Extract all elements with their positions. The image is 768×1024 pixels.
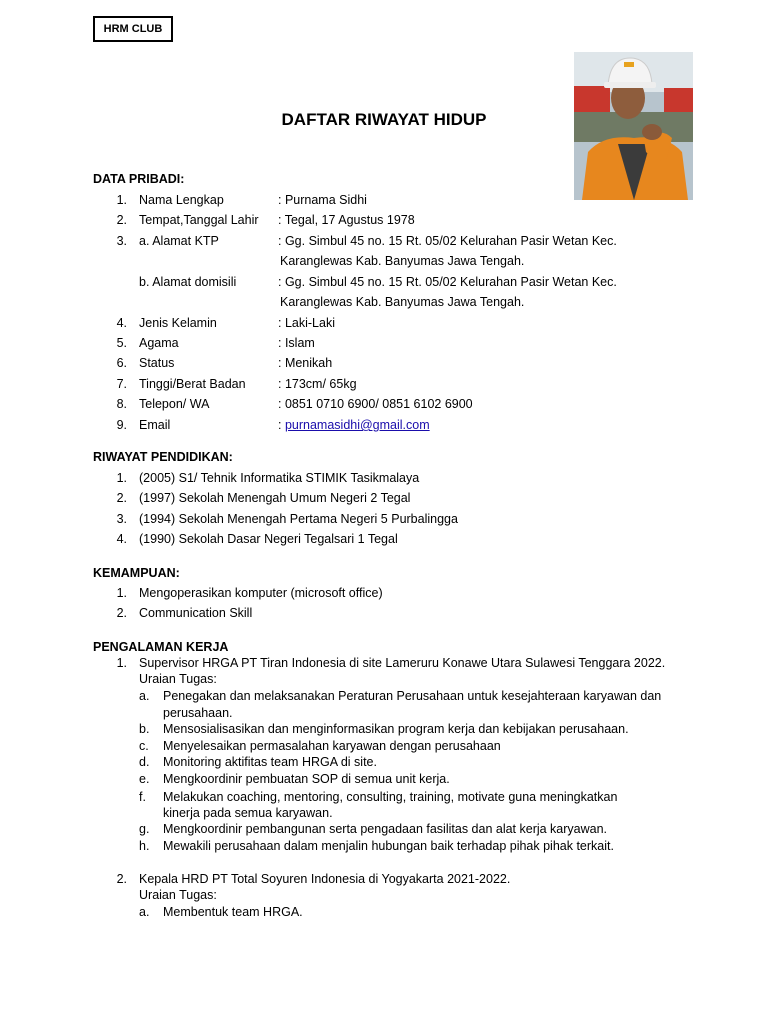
page-title: DAFTAR RIWAYAT HIDUP — [281, 110, 487, 129]
list-item: Communication Skill — [139, 606, 253, 620]
task-text: Penegakan dan melaksanakan Peraturan Perusahaan untuk kesejahteraan karyawan dan — [163, 689, 662, 703]
hrm-club-badge: HRM CLUB — [93, 16, 173, 42]
field-label: Tinggi/Berat Badan — [139, 377, 246, 391]
list-item: (1990) Sekolah Dasar Negeri Tegalsari 1 Tegal — [139, 532, 398, 546]
uraian-label: Uraian Tugas: — [139, 888, 217, 902]
task-text: Membentuk team HRGA. — [163, 905, 303, 919]
pengalaman-heading: PENGALAMAN KERJA — [93, 640, 229, 654]
job-title: Supervisor HRGA PT Tiran Indonesia di site Lameruru Konawe Utara Sulawesi Tenggara 2022. — [139, 656, 666, 670]
field-value: : 0851 0710 6900/ 0851 6102 6900 — [278, 397, 473, 411]
email-link[interactable]: purnamasidhi@gmail.com — [284, 418, 430, 432]
job-title: Kepala HRD PT Total Soyuren Indonesia di Yogyakarta 2021-2022. — [139, 872, 511, 886]
field-label: Tempat,Tanggal Lahir — [139, 213, 259, 227]
list-number: 5. — [116, 336, 127, 350]
uraian-label: Uraian Tugas: — [139, 672, 217, 686]
list-number: 1. — [116, 586, 127, 600]
list-number: 4. — [116, 532, 127, 546]
task-letter: b. — [139, 722, 150, 736]
task-text: Melakukan coaching, mentoring, consulting, training, motivate guna meningkatkan — [163, 790, 618, 804]
task-letter: a. — [139, 689, 150, 703]
list-number: 1. — [116, 656, 127, 670]
list-number: 2. — [116, 491, 127, 505]
list-number: 9. — [116, 418, 127, 432]
field-value: : 173cm/ 65kg — [278, 377, 357, 391]
task-text: Menyelesaikan permasalahan karyawan dengan perusahaan — [163, 739, 501, 753]
task-letter: h. — [139, 839, 150, 853]
field-label: b. Alamat domisili — [139, 275, 237, 289]
list-number: 8. — [116, 397, 127, 411]
task-text: Mengkoordinir pembuatan SOP di semua unit kerja. — [163, 772, 450, 786]
list-number: 1. — [116, 193, 127, 207]
field-label: a. Alamat KTP — [139, 234, 219, 248]
task-letter: g. — [139, 822, 150, 836]
pendidikan-heading: RIWAYAT PENDIDIKAN: — [93, 450, 233, 464]
field-value: : Gg. Simbul 45 no. 15 Rt. 05/02 Kelurahan Pasir Wetan Kec. — [278, 275, 617, 289]
list-number: 4. — [116, 316, 127, 330]
field-value-continued: Karanglewas Kab. Banyumas Jawa Tengah. — [280, 295, 525, 309]
task-text: Mengkoordinir pembangunan serta pengadaan fasilitas dan alat kerja karyawan. — [163, 822, 608, 836]
list-item: (1994) Sekolah Menengah Pertama Negeri 5 Purbalingga — [139, 512, 458, 526]
field-value: : Laki-Laki — [278, 316, 335, 330]
list-number: 2. — [116, 213, 127, 227]
field-label: Nama Lengkap — [139, 193, 224, 207]
field-value-continued: Karanglewas Kab. Banyumas Jawa Tengah. — [280, 254, 525, 268]
field-label: Agama — [139, 336, 179, 350]
task-text-continued: kinerja pada semua karyawan. — [163, 806, 333, 820]
list-number: 2. — [116, 872, 127, 886]
email-colon: : — [278, 418, 285, 432]
field-label: Email — [139, 418, 171, 432]
list-number: 3. — [116, 234, 127, 248]
task-text: Mensosialisasikan dan menginformasikan program kerja dan kebijakan perusahaan. — [163, 722, 629, 736]
task-letter: f. — [139, 790, 146, 804]
kemampuan-heading: KEMAMPUAN: — [93, 566, 180, 580]
field-value: : Gg. Simbul 45 no. 15 Rt. 05/02 Kelurahan Pasir Wetan Kec. — [278, 234, 617, 248]
field-value: : Menikah — [278, 356, 333, 370]
field-value: : Purnama Sidhi — [278, 193, 367, 207]
task-text: Mewakili perusahaan dalam menjalin hubungan baik terhadap pihak pihak terkait. — [163, 839, 614, 853]
field-label: Status — [139, 356, 175, 370]
field-label: Jenis Kelamin — [139, 316, 217, 330]
field-value: : Tegal, 17 Agustus 1978 — [278, 213, 415, 227]
list-number: 2. — [116, 606, 127, 620]
list-item: Mengoperasikan komputer (microsoft office) — [139, 586, 383, 600]
field-label: Telepon/ WA — [139, 397, 210, 411]
list-number: 3. — [116, 512, 127, 526]
data-pribadi-heading: DATA PRIBADI: — [93, 172, 185, 186]
task-text: Monitoring aktifitas team HRGA di site. — [163, 755, 377, 769]
list-number: 6. — [116, 356, 127, 370]
task-text-continued: perusahaan. — [163, 706, 233, 720]
task-letter: a. — [139, 905, 150, 919]
task-letter: e. — [139, 772, 150, 786]
task-letter: c. — [139, 739, 149, 753]
task-letter: d. — [139, 755, 150, 769]
list-item: (2005) S1/ Tehnik Informatika STIMIK Tasikmalaya — [139, 471, 420, 485]
field-value: : Islam — [278, 336, 315, 350]
email-value — [278, 418, 430, 432]
list-number: 7. — [116, 377, 127, 391]
list-number: 1. — [116, 471, 127, 485]
list-item: (1997) Sekolah Menengah Umum Negeri 2 Tegal — [139, 491, 411, 505]
